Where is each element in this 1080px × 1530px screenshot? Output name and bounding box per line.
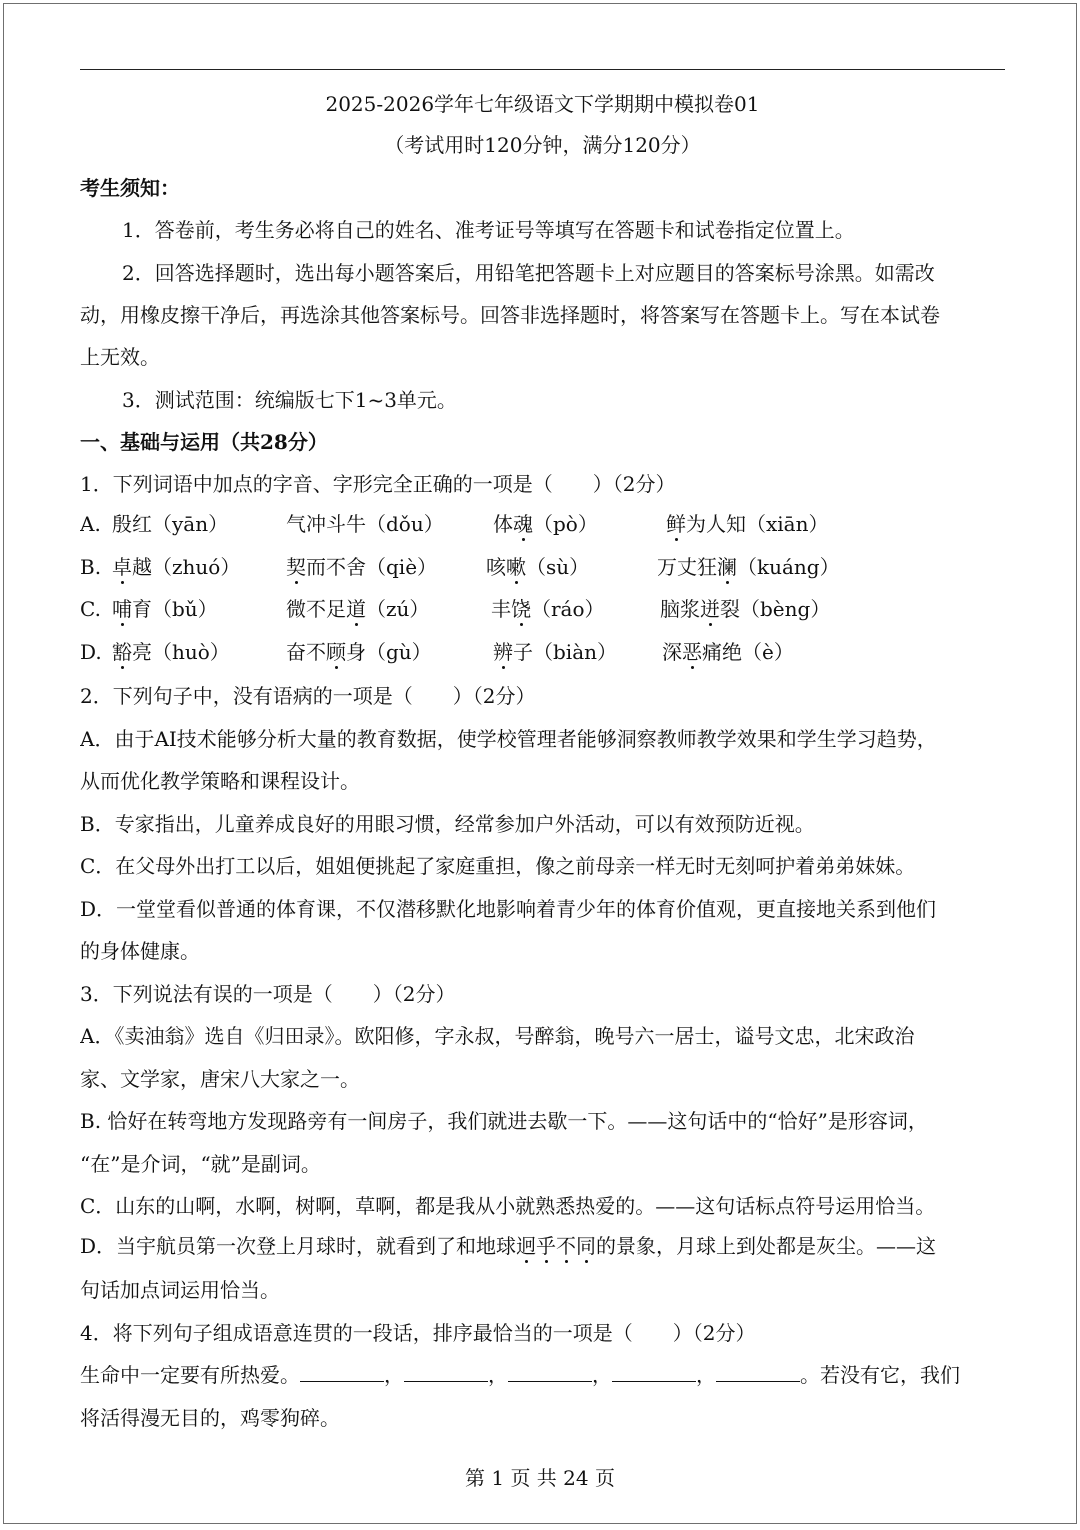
q2-option-a-line-2: 从而优化教学策略和课程设计。 — [80, 769, 360, 793]
page-number: 第 1 页 共 24 页 — [465, 1466, 615, 1490]
q1-a-word-4: 鲜为人知（xiān） — [666, 512, 829, 536]
notice-item-3: 3．测试范围：统编版七下1~3单元。 — [122, 388, 457, 412]
q1-d-word-2: 奋不顾身（gù） — [286, 640, 432, 664]
q1-d-label: D. — [80, 640, 102, 664]
notice-heading: 考生须知： — [80, 176, 180, 200]
q1-b-word-4: 万丈狂澜（kuáng） — [657, 555, 840, 579]
q2-option-a-line-1: A．由于AI技术能够分析大量的教育数据，使学校管理者能够洞察教师教学效果和学生学习趋势， — [80, 727, 937, 751]
q1-d-word-3: 辨子（biàn） — [493, 640, 618, 664]
exam-subtitle: （考试用时120分钟，满分120分） — [384, 133, 701, 157]
q1-option-c — [80, 597, 1005, 627]
answer-blank-5 — [716, 1363, 800, 1382]
q1-c-word-4: 脑浆迸裂（bèng） — [660, 597, 831, 621]
q2-option-b: B．专家指出，儿童养成良好的用眼习惯，经常参加户外活动，可以有效预防近视。 — [80, 812, 815, 836]
q3-option-a-line-1: A．《卖油翁》选自《归田录》。欧阳修，字永叔，号醉翁，晚号六一居士，谥号文忠，北宋政治 — [80, 1024, 915, 1048]
q3-stem: 3．下列说法有误的一项是（ ）（2分） — [80, 982, 456, 1006]
notice-item-2-line-3: 上无效。 — [80, 345, 160, 369]
q1-stem: 1．下列词语中加点的字音、字形完全正确的一项是（ ）（2分） — [80, 472, 676, 496]
q1-b-word-1: 卓越（zhuó） — [112, 555, 241, 579]
q1-d-word-1: 豁亮（huò） — [112, 640, 230, 664]
q1-c-label: C. — [80, 597, 101, 621]
q3-option-d-line-1: D．当宇航员第一次登上月球时，就看到了和地球迥乎不同的景象，月球上到处都是灰尘。——这 — [80, 1234, 937, 1258]
answer-blank-1 — [300, 1363, 384, 1382]
q1-c-word-2: 微不足道（zú） — [286, 597, 430, 621]
q1-d-word-4: 深恶痛绝（è） — [662, 640, 794, 664]
q3-dotted-word — [516, 1234, 596, 1258]
q3-option-b-line-2: “在”是介词，“就”是副词。 — [80, 1152, 321, 1176]
q3-option-d-line-2: 句话加点词运用恰当。 — [80, 1278, 280, 1302]
q3-option-b-line-1: B. 恰好在转弯地方发现路旁有一间房子，我们就进去歇一下。——这句话中的“恰好”是形容词， — [80, 1109, 928, 1133]
q1-a-word-1: 殷红（yān） — [112, 512, 229, 536]
q4-passage-line-2: 将活得漫无目的，鸡零狗碎。 — [80, 1406, 340, 1430]
exam-title: 2025-2026学年七年级语文下学期期中模拟卷01 — [325, 92, 760, 116]
dotted-char: 迥 — [516, 1234, 537, 1258]
answer-blank-2 — [404, 1363, 488, 1382]
q1-c-word-3: 丰饶（ráo） — [491, 597, 605, 621]
dotted-char: 同 — [576, 1234, 597, 1258]
notice-item-2-line-2: 动，用橡皮擦干净后，再选涂其他答案标号。回答非选择题时，将答案写在答题卡上。写在本试卷 — [80, 303, 940, 327]
q3-option-a-line-2: 家、文学家，唐宋八大家之一。 — [80, 1067, 360, 1091]
q1-b-word-2: 契而不舍（qiè） — [286, 555, 438, 579]
q1-a-word-3: 体魂（pò） — [493, 512, 598, 536]
top-rule — [80, 69, 1005, 70]
q4-passage-line-1: 生命中一定要有所热爱。 ， ， ， ， 。若没有它，我们 — [80, 1363, 960, 1387]
notice-item-1: 1．答卷前，考生务必将自己的姓名、准考证号等填写在答题卡和试卷指定位置上。 — [122, 218, 855, 242]
dotted-char: 乎 — [536, 1234, 557, 1258]
q1-b-label: B. — [80, 555, 102, 579]
q2-option-c: C．在父母外出打工以后，姐姐便挑起了家庭重担，像之前母亲一样无时无刻呵护着弟弟妹妹。 — [80, 854, 916, 878]
q1-c-word-1: 哺育（bǔ） — [112, 597, 218, 621]
q1-option-a — [80, 512, 1005, 542]
q2-stem: 2．下列句子中，没有语病的一项是（ ）（2分） — [80, 684, 536, 708]
q1-option-d — [80, 640, 1005, 670]
q2-option-d-line-2: 的身体健康。 — [80, 939, 200, 963]
q1-a-word-2: 气冲斗牛（dǒu） — [286, 512, 444, 536]
answer-blank-4 — [612, 1363, 696, 1382]
q2-option-d-line-1: D．一堂堂看似普通的体育课，不仅潜移默化地影响着青少年的体育价值观，更直接地关系到他们 — [80, 897, 937, 921]
section-1-heading: 一、基础与运用（共28分） — [80, 430, 328, 454]
dotted-char: 不 — [556, 1234, 577, 1258]
q1-a-label: A. — [80, 512, 101, 536]
answer-blank-3 — [508, 1363, 592, 1382]
notice-item-2-line-1: 2．回答选择题时，选出每小题答案后，用铅笔把答题卡上对应题目的答案标号涂黑。如需改 — [122, 261, 935, 285]
q4-stem: 4．将下列句子组成语意连贯的一段话，排序最恰当的一项是（ ）（2分） — [80, 1321, 756, 1345]
q1-b-word-3: 咳嗽（sù） — [486, 555, 590, 579]
exam-page — [3, 3, 1077, 1524]
q3-option-c: C．山东的山啊，水啊，树啊，草啊，都是我从小就熟悉热爱的。——这句话标点符号运用恰当。 — [80, 1194, 936, 1218]
q1-option-b — [80, 555, 1005, 585]
